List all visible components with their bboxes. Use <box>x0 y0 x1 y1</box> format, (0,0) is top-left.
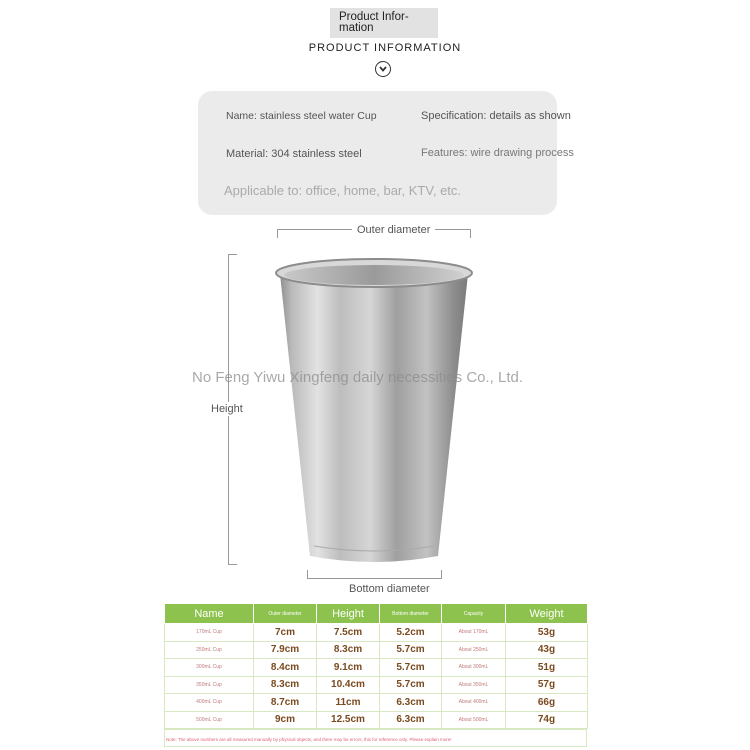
cell-capacity: About 250mL <box>442 641 506 659</box>
header-height: Height <box>317 604 380 624</box>
cell-outer-diameter: 7cm <box>254 624 317 642</box>
cell-weight: 43g <box>506 641 588 659</box>
info-name: Name: stainless steel water Cup <box>226 110 377 122</box>
header-outer-diameter: Outer diameter <box>254 604 317 624</box>
info-features: Features: wire drawing process <box>421 147 574 159</box>
spec-table <box>164 603 588 729</box>
cell-weight: 53g <box>506 624 588 642</box>
height-tick-bottom <box>228 564 237 565</box>
cell-height: 10.4cm <box>317 676 380 694</box>
cell-height: 9.1cm <box>317 659 380 677</box>
header-bottom-diameter: Bottom diameter <box>380 604 442 624</box>
cup-image <box>274 256 480 566</box>
cell-height: 12.5cm <box>317 711 380 729</box>
cell-capacity: About 170mL <box>442 624 506 642</box>
header-capacity: Capacity <box>442 604 506 624</box>
cell-bottom-diameter: 5.7cm <box>380 641 442 659</box>
cell-name: 170mL Cup <box>165 624 254 642</box>
cell-height: 11cm <box>317 694 380 712</box>
table-row <box>165 676 588 694</box>
table-row <box>165 624 588 642</box>
page-title: PRODUCT INFORMATION <box>308 42 462 54</box>
bottom-diameter-tick-right <box>441 570 442 579</box>
cell-outer-diameter: 8.4cm <box>254 659 317 677</box>
cell-name: 350mL Cup <box>165 676 254 694</box>
info-applicable: Applicable to: office, home, bar, KTV, etc. <box>224 183 462 198</box>
table-header-row <box>165 604 588 624</box>
section-tag-text: Product Infor-mation <box>339 11 409 34</box>
table-note: Note: The above numbers are all measured manually by physical objects, and there may be errors, this for reference only. Please explain more! <box>166 737 452 742</box>
header-name: Name <box>165 604 254 624</box>
bottom-diameter-tick-left <box>307 570 308 579</box>
height-tick-top <box>228 254 237 255</box>
table-row <box>165 694 588 712</box>
cell-name: 250mL Cup <box>165 641 254 659</box>
outer-diameter-label: Outer diameter <box>352 224 435 236</box>
bottom-diameter-label: Bottom diameter <box>349 583 430 595</box>
cell-bottom-diameter: 5.2cm <box>380 624 442 642</box>
cell-weight: 74g <box>506 711 588 729</box>
info-spec: Specification: details as shown <box>421 110 571 122</box>
cell-capacity: About 500mL <box>442 711 506 729</box>
cell-capacity: About 350mL <box>442 676 506 694</box>
cell-height: 7.5cm <box>317 624 380 642</box>
cell-weight: 51g <box>506 659 588 677</box>
cell-bottom-diameter: 6.3cm <box>380 694 442 712</box>
height-label: Height <box>211 403 243 415</box>
cell-bottom-diameter: 5.7cm <box>380 659 442 677</box>
cell-height: 8.3cm <box>317 641 380 659</box>
cell-weight: 57g <box>506 676 588 694</box>
info-material: Material: 304 stainless steel <box>226 148 362 160</box>
table-row <box>165 641 588 659</box>
cell-outer-diameter: 9cm <box>254 711 317 729</box>
cell-weight: 66g <box>506 694 588 712</box>
cell-name: 400mL Cup <box>165 694 254 712</box>
cell-name: 300mL Cup <box>165 659 254 677</box>
outer-diameter-tick-left <box>277 229 278 238</box>
outer-diameter-tick-right <box>470 229 471 238</box>
table-row <box>165 659 588 677</box>
watermark: No Feng Yiwu Xingfeng daily necessities Co., Ltd. <box>192 369 524 386</box>
cell-name: 500mL Cup <box>165 711 254 729</box>
table-row <box>165 711 588 729</box>
cell-outer-diameter: 8.3cm <box>254 676 317 694</box>
cell-capacity: About 400mL <box>442 694 506 712</box>
chevron-down-icon[interactable] <box>375 61 391 77</box>
bottom-diameter-line <box>307 578 442 579</box>
cell-bottom-diameter: 5.7cm <box>380 676 442 694</box>
cell-outer-diameter: 7.9cm <box>254 641 317 659</box>
cell-outer-diameter: 8.7cm <box>254 694 317 712</box>
cell-capacity: About 300mL <box>442 659 506 677</box>
cell-bottom-diameter: 6.3cm <box>380 711 442 729</box>
section-tag <box>330 8 438 38</box>
header-weight: Weight <box>506 604 588 624</box>
